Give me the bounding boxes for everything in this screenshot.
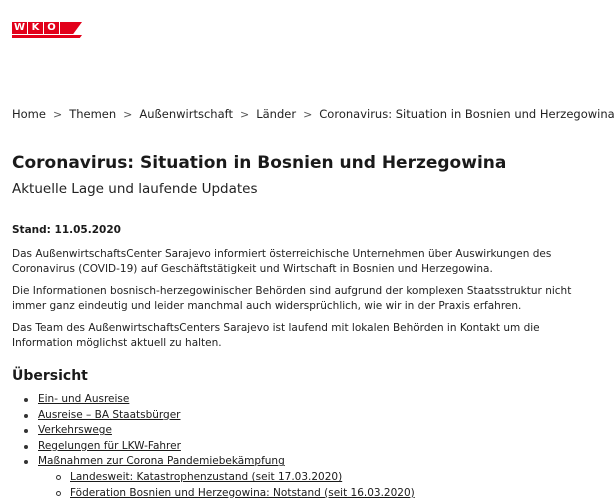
- toc-link-massnahmen[interactable]: Maßnahmen zur Corona Pandemiebekämpfung: [38, 455, 285, 468]
- toc-link-foederation[interactable]: Föderation Bosnien und Herzegowina: Notstand (seit 16.03.2020): [70, 486, 415, 499]
- list-item: [24, 392, 415, 408]
- wko-logo[interactable]: [12, 22, 59, 38]
- toc-link-lkw-fahrer[interactable]: Regelungen für LKW-Fahrer: [38, 439, 181, 452]
- logo-letters: [12, 22, 59, 34]
- breadcrumb-separator: >: [52, 107, 63, 121]
- stand-date: Stand: 11.05.2020: [12, 224, 121, 236]
- logo-letter-k: K: [28, 22, 43, 34]
- intro-paragraph: [12, 247, 552, 277]
- breadcrumb-current: Coronavirus: Situation in Bosnien und Herzegowina: [319, 107, 615, 121]
- breadcrumb-home[interactable]: Home: [12, 107, 46, 121]
- breadcrumb-aussenwirtschaft[interactable]: Außenwirtschaft: [139, 107, 233, 121]
- logo-stripe: [12, 35, 60, 38]
- team-paragraph: [12, 321, 540, 351]
- overview-heading: Übersicht: [12, 368, 88, 384]
- logo-flag-lower: [60, 35, 82, 38]
- paragraph-line: immer ganz eindeutig und leider manchmal auch widersprüchlich, wie wir in der Praxis erfahren.: [12, 300, 522, 312]
- paragraph-line: Das Team des AußenwirtschaftsCenters Sarajevo ist laufend mit lokalen Behörden in Kontakt um die: [12, 322, 540, 334]
- toc-link-ausreise-ba[interactable]: Ausreise – BA Staatsbürger: [38, 408, 181, 421]
- paragraph-line: Coronavirus (COVID-19) auf Geschäftstätigkeit und Wirtschaft in Bosnien und Herzegowina.: [12, 263, 493, 275]
- breadcrumb-separator: >: [303, 107, 313, 121]
- page-title: Coronavirus: Situation in Bosnien und Herzegowina: [12, 153, 507, 173]
- paragraph-line: Die Informationen bosnisch-herzegowinischer Behörden sind aufgrund der komplexen Staatsstruktur nicht: [12, 285, 572, 297]
- breadcrumb: [12, 107, 615, 121]
- list-item: [56, 470, 415, 486]
- list-item: [56, 486, 415, 501]
- overview-sublist: [38, 470, 415, 501]
- logo-letter-w: W: [13, 22, 26, 33]
- breadcrumb-separator: >: [239, 107, 250, 121]
- authorities-paragraph: [12, 284, 572, 314]
- overview-list: [24, 392, 415, 501]
- breadcrumb-separator: >: [123, 107, 133, 121]
- logo-letter-o: O: [44, 22, 59, 34]
- list-item: [24, 439, 415, 455]
- page-subtitle: Aktuelle Lage und laufende Updates: [12, 181, 258, 197]
- list-item: [24, 408, 415, 424]
- logo-flag-upper: [60, 22, 82, 34]
- breadcrumb-laender[interactable]: Länder: [256, 107, 297, 121]
- toc-link-landesweit[interactable]: Landesweit: Katastrophenzustand (seit 17.03.2020): [70, 470, 343, 483]
- paragraph-line: Das AußenwirtschaftsCenter Sarajevo informiert österreichische Unternehmen über Auswirkungen des: [12, 248, 552, 260]
- list-item: [24, 423, 415, 439]
- list-item: [24, 454, 415, 501]
- breadcrumb-themen[interactable]: Themen: [69, 107, 117, 121]
- toc-link-ein-ausreise[interactable]: Ein- und Ausreise: [38, 393, 130, 405]
- toc-link-verkehrswege[interactable]: Verkehrswege: [38, 424, 112, 437]
- paragraph-line: Information möglichst aktuell zu halten.: [12, 337, 222, 349]
